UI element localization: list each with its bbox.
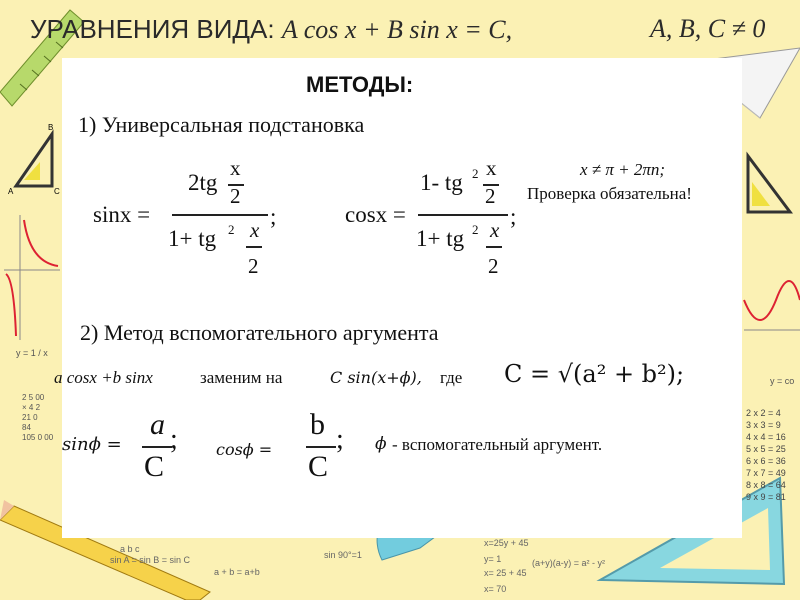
svg-text:× 4 2: × 4 2 bbox=[22, 403, 41, 412]
aux-phi: ϕ bbox=[375, 434, 387, 454]
svg-text:x= 70: x= 70 bbox=[484, 584, 507, 594]
cos-semicolon: ; bbox=[510, 204, 517, 229]
svg-text:sin 90°=1: sin 90°=1 bbox=[324, 550, 362, 560]
note-condition: x ≠ π + 2πn; bbox=[580, 160, 666, 179]
svg-text:3 x 3 = 9: 3 x 3 = 9 bbox=[746, 420, 781, 430]
cos-den-sq: 2 bbox=[472, 222, 479, 237]
svg-text:a b c: a b c bbox=[120, 544, 140, 554]
svg-text:A: A bbox=[8, 187, 14, 196]
svg-text:9 x 9 = 81: 9 x 9 = 81 bbox=[746, 492, 786, 502]
cos-num-tg: 1- tg bbox=[420, 170, 463, 195]
sin-num-tg: 2tg bbox=[188, 170, 218, 195]
cos-den-x: x bbox=[490, 218, 500, 242]
svg-text:C: C bbox=[54, 187, 60, 196]
svg-text:21 0: 21 0 bbox=[22, 413, 38, 422]
svg-text:a + b = a+b: a + b = a+b bbox=[214, 567, 260, 577]
title-prefix: УРАВНЕНИЯ ВИДА: bbox=[30, 14, 275, 44]
cos-phi-num: b bbox=[310, 408, 325, 441]
c-formula: C = √(a² + b²); bbox=[504, 360, 685, 388]
sin-den-sq: 2 bbox=[228, 222, 235, 237]
cos-num-2: 2 bbox=[485, 184, 496, 208]
cos-den: 1+ tg bbox=[416, 226, 465, 251]
triangle-sketch-left-icon bbox=[8, 123, 60, 196]
triangle-sketch-right-icon bbox=[748, 156, 790, 212]
svg-text:105 0 00: 105 0 00 bbox=[22, 433, 54, 442]
svg-text:y = co: y = co bbox=[770, 376, 795, 386]
svg-text:2 x 2 = 4: 2 x 2 = 4 bbox=[746, 408, 781, 418]
expr-lhs: a cosx +b sinx bbox=[54, 368, 153, 387]
sin-num-2: 2 bbox=[230, 184, 241, 208]
hyperbola-graph-icon bbox=[4, 215, 60, 358]
sin-den: 1+ tg bbox=[168, 226, 217, 251]
sin-phi-den: C bbox=[144, 450, 165, 483]
multiplication-sketch-icon bbox=[22, 393, 54, 442]
cos-phi-den: C bbox=[308, 450, 329, 483]
svg-text:x= 25 + 45: x= 25 + 45 bbox=[484, 568, 527, 578]
svg-text:6 x 6 = 36: 6 x 6 = 36 bbox=[746, 456, 786, 466]
methods-heading: МЕТОДЫ: bbox=[306, 72, 414, 97]
cosine-graph-icon bbox=[744, 281, 800, 386]
svg-text:B: B bbox=[48, 123, 54, 132]
svg-text:7 x 7 = 49: 7 x 7 = 49 bbox=[746, 468, 786, 478]
cos-num-sq: 2 bbox=[472, 166, 479, 181]
cos-phi-lhs: cosϕ = bbox=[216, 440, 273, 459]
cos-den-2: 2 bbox=[488, 254, 499, 278]
svg-text:5 x 5 = 25: 5 x 5 = 25 bbox=[746, 444, 786, 454]
svg-text:2 5 00: 2 5 00 bbox=[22, 393, 45, 402]
sin-phi-semicolon: ; bbox=[170, 424, 178, 455]
svg-text:(a+y)(a-y) = a² - y²: (a+y)(a-y) = a² - y² bbox=[532, 558, 606, 568]
sin-lhs: sinx = bbox=[93, 202, 151, 227]
svg-text:x=25y + 45: x=25y + 45 bbox=[484, 538, 529, 548]
title-condition: A, B, C ≠ 0 bbox=[650, 14, 766, 43]
aux-text: - вспомогательный аргумент. bbox=[392, 435, 603, 454]
sin-den-2: 2 bbox=[248, 254, 259, 278]
cos-phi-bar bbox=[306, 446, 336, 448]
svg-text:84: 84 bbox=[22, 423, 31, 432]
sin-fraction-bar bbox=[172, 214, 268, 216]
svg-text:sin A = sin B = sin C: sin A = sin B = sin C bbox=[110, 555, 191, 565]
sin-den-x: x bbox=[250, 218, 260, 242]
sin-phi-lhs: sinϕ = bbox=[62, 434, 122, 455]
where-word: где bbox=[440, 368, 463, 387]
sin-num-x: x bbox=[230, 156, 241, 180]
sin-semicolon: ; bbox=[270, 204, 277, 229]
page-title bbox=[30, 14, 512, 45]
cos-num-x: x bbox=[486, 156, 497, 180]
method1-heading: 1) Универсальная подстановка bbox=[78, 112, 365, 137]
replace-word: заменим на bbox=[200, 368, 283, 387]
sin-phi-num: a bbox=[150, 408, 165, 441]
cos-fraction-bar bbox=[418, 214, 508, 216]
times-table-icon bbox=[746, 408, 786, 502]
note-check: Проверка обязательна! bbox=[527, 184, 692, 203]
svg-text:y = 1 / x: y = 1 / x bbox=[16, 348, 48, 358]
svg-text:4 x 4 = 16: 4 x 4 = 16 bbox=[746, 432, 786, 442]
expr-rhs: C sin(x+ϕ), bbox=[330, 368, 422, 387]
sin-phi-bar bbox=[142, 446, 172, 448]
cos-phi-semicolon: ; bbox=[336, 424, 344, 455]
method2-heading: 2) Метод вспомогательного аргумента bbox=[80, 320, 439, 345]
svg-text:y= 1: y= 1 bbox=[484, 554, 502, 564]
title-equation: A cos x + B sin x = C, bbox=[281, 15, 513, 44]
svg-text:8 x 8 = 64: 8 x 8 = 64 bbox=[746, 480, 786, 490]
cos-lhs: cosx = bbox=[345, 202, 406, 227]
